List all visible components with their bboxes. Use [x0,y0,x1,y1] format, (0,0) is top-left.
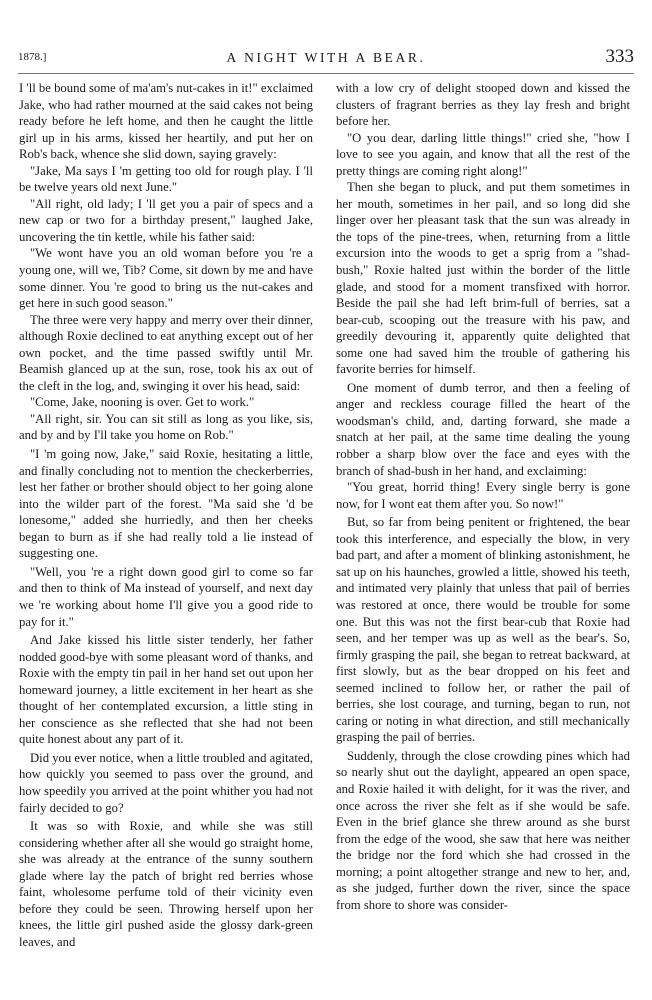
header-rule [18,73,634,74]
paragraph: The three were very happy and merry over their dinner, although Roxie declined to eat anything except out of her own pocket, and the time passed swiftly until Mr. Beamish glanced up at the sun, rose, took his ax out of the cleft in the log, and, swinging it over his head, said: [19,312,313,393]
paragraph: And Jake kissed his little sister tenderly, her father nodded good-bye with some pleasant word of thanks, and Roxie with the empty tin pail in her hand set out upon her homeward journey, a little excitement in her heart as she thought of her contemplated excursion, a little sting in her conscience as she reflected that she had not been quite honest about any part of it. [19,633,313,747]
paragraph: One moment of dumb terror, and then a feeling of anger and reckless courage filled the heart of the woodsman's child, and, darting forward, she made a snatch at her pail, at the same time dealing the young robber a sharp blow over the face and eyes with the branch of shad-bush in her hand, and exclaiming: [336,380,630,478]
paragraph: "We wont have you an old woman before you 're a young one, will we, Tib? Come, sit down by me and have some dinner. You 're good to bring us the nut-cakes and get here in such good season." [19,246,313,311]
paragraph: I 'll be bound some of ma'am's nut-cakes in it!" exclaimed Jake, who had rather mourned at the said cakes not being ready before he left home, and then he caught the little girl up in his arms, kissed her heartily, and put her on Rob's back, whence she slid down, saying gravely: [19,81,313,162]
paragraph: Did you ever notice, when a little troubled and agitated, how quickly you seemed to pass over the ground, and how speedily you arrived at the point whither you had not fairly decided to go? [19,750,313,815]
running-header [18,46,634,70]
paragraph: Suddenly, through the close crowding pines which had so nearly shut out the daylight, appeared an open space, and Roxie hailed it with delight, for it was the river, and once across the river she felt as if she would be safe. Even in the brief glance she threw around as she burst from the edge of the wood, she saw that here was neither the bridge nor the ford which she had crossed in the morning; a point altogether strange and new to her, and, as she judged, further down the river, since the space from shore to shore was consider- [336,748,630,912]
paragraph: with a low cry of delight stooped down and kissed the clusters of fragrant berries as they lay fresh and bright before her. [336,81,630,129]
paragraph: "You great, horrid thing! Every single berry is gone now, for I wont eat them after you. So now!" [336,480,630,511]
paragraph: But, so far from being penitent or frightened, the bear took this interference, and especially the blow, in very bad part, and after a moment of blinking astonishment, he sat up on his haunches, growled a little, showed his teeth, and intimated very plainly that unless that pail of berries was restored at once, there would be trouble for some one. But this was not the first bear-cub that Roxie had seen, and her temper was up as well as the bear's. So, firmly grasping the pail, she began to retreat backward, at first slowly, but as the bear dropped on his feet and seemed inclined to follow her, or rather the pail of berries, she lost courage, and turning, began to run, not caring or noting in what direction, and still mechanically grasping the pail of berries. [336,515,630,745]
header-year: 1878.] [18,51,47,63]
paragraph: "Jake, Ma says I 'm getting too old for rough play. I 'll be twelve years old next June." [19,163,313,195]
paragraph: Then she began to pluck, and put them sometimes in her mouth, sometimes in her pail, and so long did she linger over her pleasant task that the sun was already in the tops of the pine-trees, when, returning from a little excursion into the woods to get a sprig from a "shad-bush," Roxie halted just within the border of the little glade, and stood for a moment transfixed with horror. Beside the pail she had left brim-full of berries, sat a bear-cub, scooping out the treasure with his paw, and greedily devouring it, apparently quite delighted that some one had saved him the trouble of gathering his favorite berries for himself. [336,180,630,377]
paragraph: "O you dear, darling little things!" cried she, "how I love to see you again, and know that all the rest of the pretty things are coming right along!" [336,130,630,178]
paragraph: "All right, old lady; I 'll get you a pair of specs and a new cap or two for a birthday present," laughed Jake, uncovering the tin kettle, while his father said: [19,196,313,244]
left-column [19,80,313,950]
page-number: 333 [605,46,634,67]
header-title: A NIGHT WITH A BEAR. [226,50,426,65]
paragraph: "Well, you 're a right down good girl to come so far and then to think of Ma instead of yourself, and next day we 're working about home I'll give you a good ride to pay for it." [19,564,313,629]
paragraph: "Come, Jake, nooning is over. Get to work." [30,395,255,410]
paragraph: "I 'm going now, Jake," said Roxie, hesitating a little, and finally concluding not to mention the checkerberries, lest her father or brother should object to her going alone into the wilder part of the forest. "Ma said she 'd be lonesome," added she hurriedly, and then her cheeks began to burn as if she had really told a lie instead of suggesting one. [19,447,313,561]
paragraph: "All right, sir. You can sit still as long as you like, sis, and by and by I'll take you home on Rob." [19,411,313,443]
right-column [336,80,630,913]
paragraph: It was so with Roxie, and while she was still considering whether after all she would go straight home, she was already at the entrance of the sunny southern glade where lay the patch of bright red berries whose faint, wholesome perfume told of their vicinity even before they could be seen. Throwing herself upon her knees, the little girl pushed aside the glossy dark-green leaves, and [19,819,313,949]
